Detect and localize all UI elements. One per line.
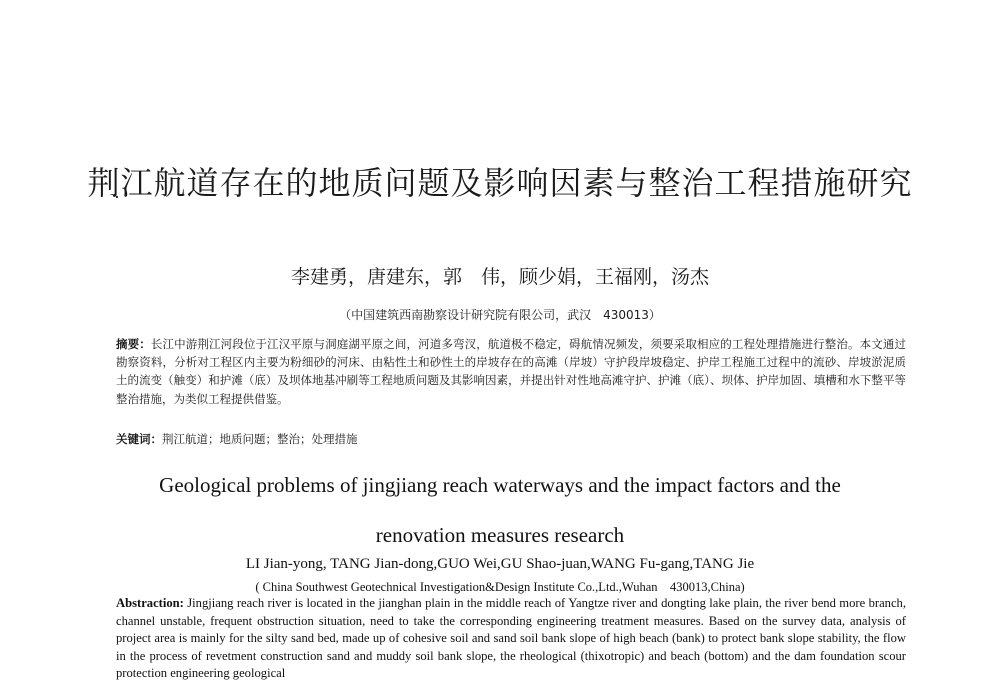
chinese-keywords-label: 关键词： bbox=[116, 432, 162, 446]
english-title-line-1: Geological problems of jingjiang reach waterways and the impact factors and the bbox=[159, 473, 841, 497]
english-title-line-2: renovation measures research bbox=[375, 523, 625, 547]
english-affiliation: ( China Southwest Geotechnical Investigation&Design Institute Co.,Ltd.,Wuhan 430013,China) bbox=[255, 580, 745, 594]
chinese-abstract-text: 长江中游荆江河段位于江汉平原与洞庭湖平原之间，河道多弯汊，航道极不稳定，碍航情况频发，须要采取相应的工程处理措施进行整治。本文通过勘察资料，分析对工程区内主要为粉细砂的河床、由粘性土和砂性土的岸坡存在的高滩（岸坡）守护段岸坡稳定、护岸工程施工过程中的流砂、岸坡淤泥质土的流变（触变）和护滩（底）及坝体地基冲刷等工程地质问题及其影响因素，并提出针对性地高滩守护、护滩（底）、坝体、护岸加固、填槽和水下整平等整治措施，为类似工程提供借鉴。 bbox=[116, 337, 906, 406]
chinese-authors: 李建勇，唐建东，郭 伟，顾少娟，王福刚，汤杰 bbox=[290, 266, 709, 288]
english-authors: LI Jian-yong, TANG Jian-dong,GUO Wei,GU Shao-juan,WANG Fu-gang,TANG Jie bbox=[245, 556, 755, 572]
chinese-keywords bbox=[116, 431, 906, 447]
chinese-abstract-label: 摘要： bbox=[116, 337, 151, 351]
chinese-keywords-text: 荆江航道；地质问题；整治；处理措施 bbox=[162, 432, 358, 446]
english-title bbox=[60, 460, 940, 560]
english-abstract-label: Abstraction: bbox=[116, 596, 184, 610]
chinese-abstract bbox=[116, 335, 906, 408]
english-abstract-text: Jingjiang reach river is located in the jianghan plain in the middle reach of Yangtze river and dongting lake plain, the river bend more branch, channel unstable, frequent obstruction situation, need to take the corresponding engineering treatment measures. Based on the survey data, analysis of project area is mainly for the silty sand bed, made up of cohesive soil and sand soil bank slope of high beach (bank) to protect bank slope stability, the flow in the process of revetment construction sand and muddy soil bank slope, the rheological (thixotropic) and beach (bottom) and the dam foundation scour protection engineering geological bbox=[116, 596, 906, 681]
chinese-affiliation: （中国建筑西南勘察设计研究院有限公司，武汉 430013） bbox=[339, 308, 661, 322]
chinese-title: 荆江航道存在的地质问题及影响因素与整治工程措施研究 bbox=[87, 164, 913, 202]
english-abstract bbox=[116, 595, 906, 683]
